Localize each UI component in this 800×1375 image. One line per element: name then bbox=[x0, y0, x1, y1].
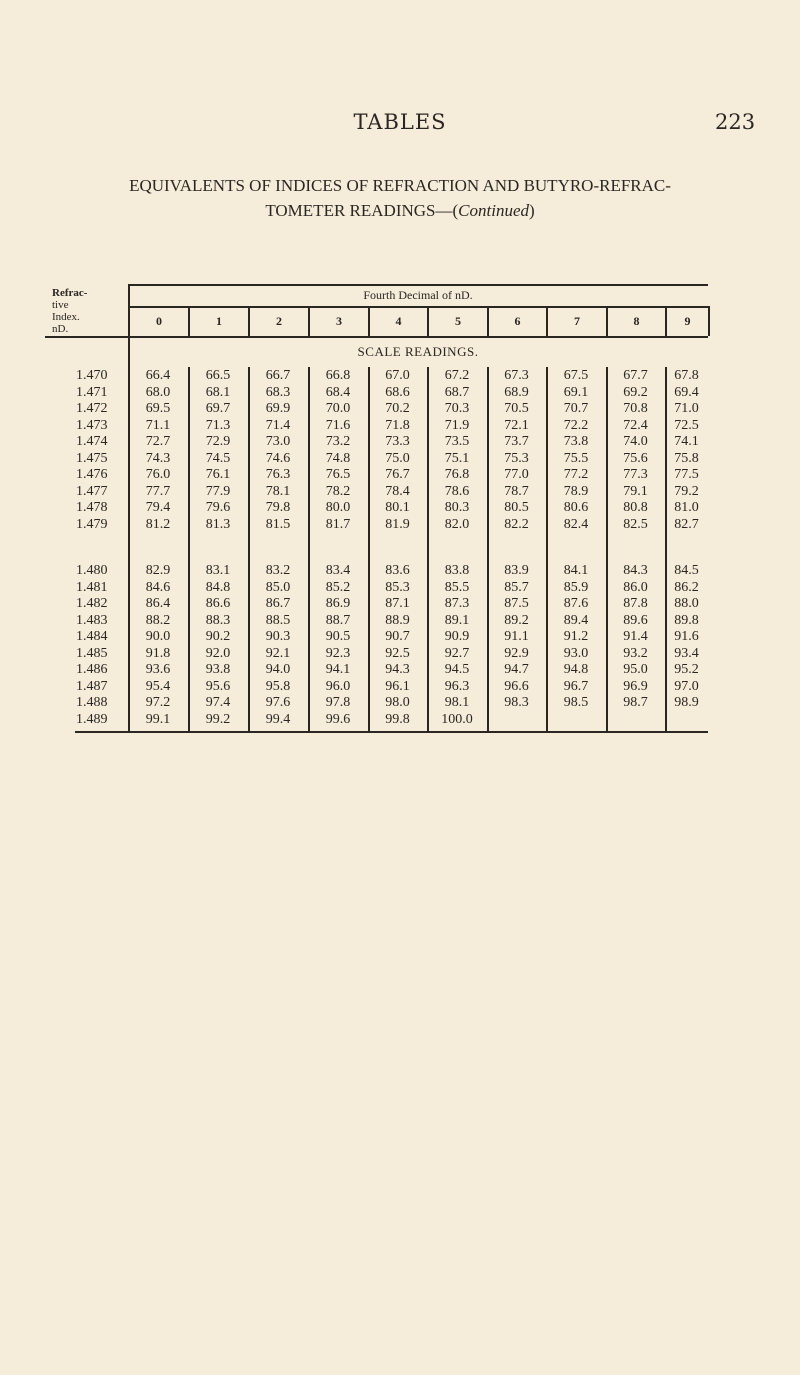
table-cell: 90.0 bbox=[145, 629, 171, 644]
table-cell: 82.5 bbox=[623, 516, 648, 532]
table-cell: 73.0 bbox=[265, 434, 291, 449]
table-cell: 75.8 bbox=[674, 450, 699, 466]
table-cell: 74.0 bbox=[623, 434, 648, 449]
table-cell: 100.0 bbox=[441, 711, 473, 727]
table-cell: 69.2 bbox=[623, 384, 648, 400]
table-cell: 89.1 bbox=[444, 612, 470, 628]
table-cell: 90.2 bbox=[205, 629, 231, 644]
table-cell: 94.3 bbox=[385, 662, 410, 677]
row-index: 1.485 bbox=[76, 645, 108, 661]
table-cell: 77.7 bbox=[145, 483, 171, 499]
table-cell: 69.5 bbox=[145, 401, 171, 416]
table-cell: 91.6 bbox=[674, 629, 699, 644]
row-index: 1.476 bbox=[76, 467, 108, 482]
table-cell: 96.9 bbox=[623, 678, 648, 694]
index-header-line: Index. bbox=[52, 311, 80, 323]
table-cell: 90.7 bbox=[385, 629, 410, 644]
table-cell: 87.1 bbox=[385, 596, 410, 611]
table-cell: 83.2 bbox=[265, 563, 291, 578]
title-italic: Continued bbox=[458, 201, 529, 220]
table-cell: 89.2 bbox=[504, 612, 529, 628]
column-header: 0 bbox=[156, 314, 162, 328]
table-cell: 72.7 bbox=[145, 434, 171, 449]
table-cell: 99.1 bbox=[145, 711, 171, 727]
table-cell: 94.5 bbox=[444, 662, 470, 677]
row-index: 1.478 bbox=[76, 500, 108, 515]
table-cell: 84.6 bbox=[145, 579, 171, 595]
table-cell: 98.9 bbox=[674, 695, 699, 710]
table-cell: 99.8 bbox=[385, 711, 410, 727]
table-cell: 94.1 bbox=[325, 662, 351, 677]
row-index: 1.470 bbox=[76, 368, 108, 383]
table-cell: 86.2 bbox=[674, 579, 699, 595]
table-cell: 88.9 bbox=[385, 612, 410, 628]
table-cell: 67.7 bbox=[623, 368, 648, 383]
column-header: 9 bbox=[684, 314, 691, 328]
table-cell: 67.0 bbox=[385, 368, 410, 383]
table-cell: 82.0 bbox=[444, 516, 470, 532]
rule bbox=[45, 336, 708, 338]
table-cell: 82.7 bbox=[674, 516, 699, 532]
table-cell: 80.0 bbox=[325, 500, 351, 515]
table-cell: 84.5 bbox=[674, 563, 699, 578]
table-cell: 87.3 bbox=[444, 596, 470, 611]
table-cell: 76.0 bbox=[145, 467, 171, 482]
table-cell: 69.4 bbox=[674, 384, 699, 400]
table-cell: 91.1 bbox=[504, 629, 529, 644]
table-cell: 85.2 bbox=[325, 579, 351, 595]
table-cell: 96.3 bbox=[444, 678, 470, 694]
row-index: 1.473 bbox=[76, 417, 108, 433]
table-cell: 70.5 bbox=[504, 401, 529, 416]
section-label: SCALE READINGS. bbox=[357, 344, 479, 359]
table-cell: 76.7 bbox=[385, 467, 410, 482]
table-cell: 96.0 bbox=[325, 678, 351, 694]
table-cell: 85.9 bbox=[563, 579, 589, 595]
table-cell: 89.4 bbox=[563, 612, 589, 628]
table-cell: 97.2 bbox=[145, 695, 171, 710]
table-cell: 77.5 bbox=[674, 467, 699, 482]
table-cell: 68.6 bbox=[385, 384, 410, 400]
table-cell: 67.2 bbox=[444, 368, 470, 383]
table-cell: 71.1 bbox=[145, 417, 171, 433]
row-index: 1.477 bbox=[76, 483, 108, 499]
table-cell: 75.1 bbox=[444, 450, 470, 466]
table-cell: 86.6 bbox=[205, 596, 231, 611]
table-cell: 75.3 bbox=[504, 450, 529, 466]
table-cell: 79.6 bbox=[205, 500, 231, 515]
table-cell: 70.2 bbox=[385, 401, 410, 416]
table-cell: 91.8 bbox=[145, 645, 171, 661]
table-cell: 85.5 bbox=[444, 579, 470, 595]
table-cell: 69.1 bbox=[563, 384, 589, 400]
table-title-line2 bbox=[0, 201, 800, 221]
table-cell: 71.6 bbox=[325, 417, 351, 433]
table-cell: 93.2 bbox=[623, 645, 648, 661]
table-cell: 74.1 bbox=[674, 434, 699, 449]
table-cell: 73.8 bbox=[563, 434, 589, 449]
table-cell: 79.4 bbox=[145, 500, 171, 515]
table-cell: 77.3 bbox=[623, 467, 648, 482]
table-cell: 70.7 bbox=[563, 401, 589, 416]
table-cell: 68.1 bbox=[205, 384, 231, 400]
table-cell: 83.6 bbox=[385, 563, 410, 578]
table-cell: 94.0 bbox=[265, 662, 291, 677]
table-cell: 86.9 bbox=[325, 596, 351, 611]
table-cell: 72.4 bbox=[623, 417, 648, 433]
table-cell: 78.2 bbox=[325, 483, 351, 499]
table-cell: 81.5 bbox=[265, 516, 291, 532]
table-cell: 85.3 bbox=[385, 579, 410, 595]
table-cell: 86.0 bbox=[623, 579, 648, 595]
table-cell: 66.7 bbox=[265, 368, 291, 383]
table-cell: 95.0 bbox=[623, 662, 648, 677]
rule bbox=[128, 284, 708, 286]
table-cell: 66.4 bbox=[145, 368, 171, 383]
index-header-line: tive bbox=[52, 299, 69, 311]
table-cell: 68.7 bbox=[444, 384, 470, 400]
table-cell: 87.5 bbox=[504, 596, 529, 611]
table-cell: 95.6 bbox=[205, 678, 231, 694]
table-cell: 87.8 bbox=[623, 596, 648, 611]
row-index: 1.484 bbox=[76, 629, 108, 644]
table-cell: 83.8 bbox=[444, 563, 470, 578]
table-cell: 76.3 bbox=[265, 467, 291, 482]
table-cell: 74.6 bbox=[265, 450, 291, 466]
table-cell: 88.0 bbox=[674, 596, 699, 611]
table-cell: 71.4 bbox=[265, 417, 291, 433]
table-cell: 92.5 bbox=[385, 645, 410, 661]
running-header: TABLES bbox=[353, 110, 447, 134]
table-cell: 73.5 bbox=[444, 434, 470, 449]
table-cell: 88.3 bbox=[205, 612, 231, 628]
table-cell: 92.7 bbox=[444, 645, 470, 661]
table-cell: 93.8 bbox=[205, 662, 231, 677]
table-cell: 94.8 bbox=[563, 662, 589, 677]
table-cell: 73.3 bbox=[385, 434, 410, 449]
row-index: 1.482 bbox=[76, 596, 108, 611]
table-cell: 90.9 bbox=[444, 629, 470, 644]
table-cell: 72.5 bbox=[674, 417, 699, 433]
index-header-line: Refrac- bbox=[52, 287, 88, 299]
table-cell: 80.3 bbox=[444, 500, 470, 515]
column-header: 6 bbox=[514, 314, 521, 328]
table-cell: 82.4 bbox=[563, 516, 589, 532]
table-cell: 98.7 bbox=[623, 695, 648, 710]
table-cell: 80.6 bbox=[563, 500, 589, 515]
row-index: 1.474 bbox=[76, 434, 108, 449]
table-cell: 78.4 bbox=[385, 483, 410, 499]
row-index: 1.471 bbox=[76, 384, 108, 400]
table-cell: 82.2 bbox=[504, 516, 529, 532]
table-cell: 83.9 bbox=[504, 563, 529, 578]
table-cell: 78.1 bbox=[265, 483, 291, 499]
table-cell: 68.0 bbox=[145, 384, 171, 400]
table-cell: 74.3 bbox=[145, 450, 171, 466]
table-cell: 79.8 bbox=[265, 500, 291, 515]
row-index: 1.472 bbox=[76, 401, 108, 416]
title-text: TOMETER READINGS—( bbox=[265, 201, 459, 220]
table-cell: 76.8 bbox=[444, 467, 470, 482]
row-index: 1.481 bbox=[76, 579, 108, 595]
table-cell: 72.2 bbox=[563, 417, 589, 433]
table-cell: 77.0 bbox=[504, 467, 529, 482]
table-cell: 83.1 bbox=[205, 563, 231, 578]
table-cell: 76.5 bbox=[325, 467, 351, 482]
column-header: 2 bbox=[276, 314, 282, 328]
table-cell: 81.3 bbox=[205, 516, 231, 532]
table-cell: 77.2 bbox=[563, 467, 589, 482]
table-cell: 88.2 bbox=[145, 612, 171, 628]
row-index: 1.479 bbox=[76, 516, 108, 532]
group-header: Fourth Decimal of nD. bbox=[363, 288, 473, 302]
column-header: 4 bbox=[395, 314, 402, 328]
table-cell: 97.8 bbox=[325, 695, 351, 710]
table-cell: 98.5 bbox=[563, 695, 589, 710]
table-cell: 91.4 bbox=[623, 629, 648, 644]
page-number: 223 bbox=[715, 110, 756, 134]
column-header: 5 bbox=[455, 314, 461, 328]
table-cell: 73.7 bbox=[504, 434, 529, 449]
rule bbox=[128, 306, 708, 308]
table-cell: 84.3 bbox=[623, 563, 648, 578]
table-cell: 81.2 bbox=[145, 516, 171, 532]
table-cell: 93.0 bbox=[563, 645, 589, 661]
table-cell: 99.6 bbox=[325, 711, 351, 727]
table-cell: 71.0 bbox=[674, 401, 699, 416]
row-index: 1.486 bbox=[76, 662, 108, 677]
table-cell: 79.2 bbox=[674, 483, 699, 499]
row-index: 1.488 bbox=[76, 695, 108, 710]
table-cell: 90.5 bbox=[325, 629, 351, 644]
column-header: 8 bbox=[633, 314, 640, 328]
table-cell: 85.0 bbox=[265, 579, 291, 595]
title-end: ) bbox=[529, 201, 535, 220]
table-cell: 93.6 bbox=[145, 662, 171, 677]
table-cell: 75.6 bbox=[623, 450, 648, 466]
table-cell: 98.0 bbox=[385, 695, 410, 710]
table-cell: 86.7 bbox=[265, 596, 291, 611]
table-cell: 71.8 bbox=[385, 417, 410, 433]
table-cell: 92.3 bbox=[325, 645, 351, 661]
table-cell: 96.1 bbox=[385, 678, 410, 694]
table-cell: 80.1 bbox=[385, 500, 410, 515]
table-cell: 74.5 bbox=[205, 450, 231, 466]
table-cell: 96.7 bbox=[563, 678, 589, 694]
table-cell: 67.3 bbox=[504, 368, 529, 383]
table-cell: 68.3 bbox=[265, 384, 291, 400]
table-cell: 70.8 bbox=[623, 401, 648, 416]
table-cell: 83.4 bbox=[325, 563, 351, 578]
table-cell: 89.8 bbox=[674, 612, 699, 628]
table-cell: 87.6 bbox=[563, 596, 589, 611]
table-cell: 71.3 bbox=[205, 417, 231, 433]
table-cell: 90.3 bbox=[265, 629, 291, 644]
table-cell: 70.3 bbox=[444, 401, 470, 416]
table-cell: 98.3 bbox=[504, 695, 529, 710]
table-cell: 89.6 bbox=[623, 612, 648, 628]
table-cell: 98.1 bbox=[444, 695, 470, 710]
table-cell: 70.0 bbox=[325, 401, 351, 416]
table-cell: 86.4 bbox=[145, 596, 171, 611]
row-index: 1.480 bbox=[76, 563, 108, 578]
table-cell: 97.0 bbox=[674, 678, 699, 694]
table-cell: 80.8 bbox=[623, 500, 648, 515]
rule bbox=[75, 731, 708, 733]
table-cell: 66.5 bbox=[205, 368, 231, 383]
table-cell: 80.5 bbox=[504, 500, 529, 515]
table-cell: 72.1 bbox=[504, 417, 529, 433]
row-index: 1.483 bbox=[76, 612, 108, 628]
table-cell: 88.5 bbox=[265, 612, 291, 628]
column-header: 7 bbox=[574, 314, 580, 328]
table-cell: 71.9 bbox=[444, 417, 470, 433]
table-cell: 78.7 bbox=[504, 483, 529, 499]
table-cell: 81.0 bbox=[674, 500, 699, 515]
table-cell: 92.0 bbox=[205, 645, 231, 661]
table-cell: 67.8 bbox=[674, 368, 699, 383]
table-cell: 99.2 bbox=[205, 711, 231, 727]
table-title-line1: EQUIVALENTS OF INDICES OF REFRACTION AND BUTYRO-REFRAC- bbox=[129, 176, 671, 195]
table-cell: 94.7 bbox=[504, 662, 529, 677]
table-cell: 78.9 bbox=[563, 483, 589, 499]
table-cell: 95.8 bbox=[265, 678, 291, 694]
table-cell: 85.7 bbox=[504, 579, 529, 595]
table-cell: 68.4 bbox=[325, 384, 351, 400]
table-cell: 77.9 bbox=[205, 483, 231, 499]
table-cell: 95.2 bbox=[674, 662, 699, 677]
table-cell: 75.5 bbox=[563, 450, 589, 466]
row-index: 1.489 bbox=[76, 711, 108, 727]
table-cell: 79.1 bbox=[623, 483, 648, 499]
table-cell: 72.9 bbox=[205, 434, 231, 449]
table-cell: 82.9 bbox=[145, 563, 171, 578]
table-cell: 84.8 bbox=[205, 579, 231, 595]
table-cell: 99.4 bbox=[265, 711, 291, 727]
table-cell: 88.7 bbox=[325, 612, 351, 628]
row-index: 1.487 bbox=[76, 678, 108, 694]
index-header-line: nD. bbox=[52, 323, 69, 335]
table-cell: 97.4 bbox=[205, 695, 231, 710]
table-cell: 81.9 bbox=[385, 516, 410, 532]
table-cell: 76.1 bbox=[205, 467, 231, 482]
table-cell: 84.1 bbox=[563, 563, 589, 578]
table-cell: 67.5 bbox=[563, 368, 589, 383]
table-cell: 78.6 bbox=[444, 483, 470, 499]
table-cell: 95.4 bbox=[145, 678, 171, 694]
table-cell: 74.8 bbox=[325, 450, 351, 466]
table-cell: 68.9 bbox=[504, 384, 529, 400]
table-cell: 66.8 bbox=[325, 368, 351, 383]
table-cell: 93.4 bbox=[674, 645, 699, 661]
table-cell: 92.1 bbox=[265, 645, 291, 661]
table-cell: 75.0 bbox=[385, 450, 410, 466]
column-header: 1 bbox=[216, 314, 222, 328]
table-cell: 73.2 bbox=[325, 434, 351, 449]
row-index: 1.475 bbox=[76, 450, 108, 466]
table-cell: 69.7 bbox=[205, 401, 231, 416]
table-cell: 96.6 bbox=[504, 678, 529, 694]
table-cell: 81.7 bbox=[325, 516, 351, 532]
table-cell: 69.9 bbox=[265, 401, 291, 416]
table-cell: 91.2 bbox=[563, 629, 589, 644]
table-cell: 92.9 bbox=[504, 645, 529, 661]
table-cell: 97.6 bbox=[265, 695, 291, 710]
column-header: 3 bbox=[336, 314, 342, 328]
